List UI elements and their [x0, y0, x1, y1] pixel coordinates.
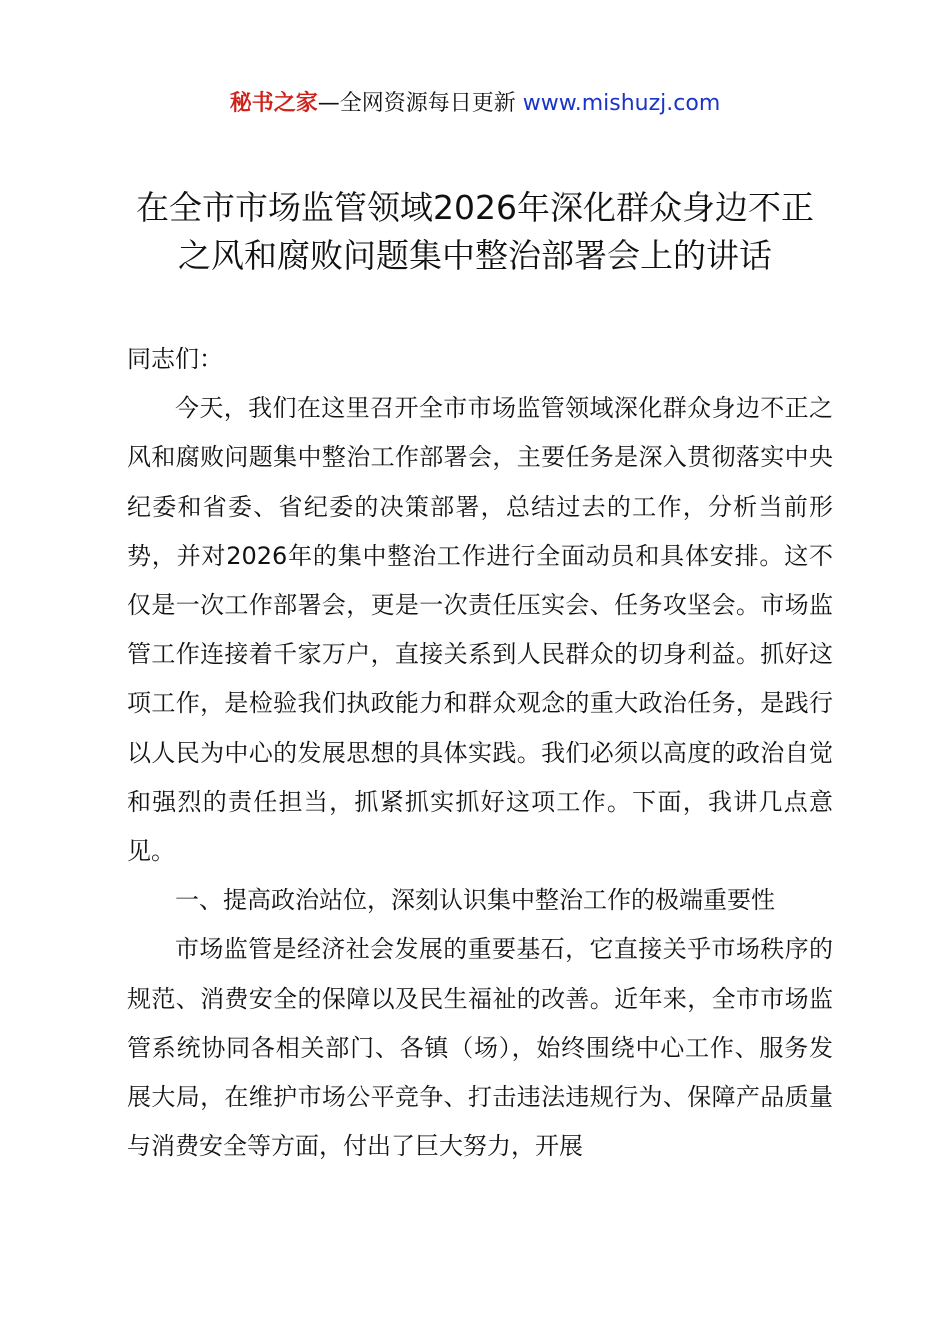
brand-name: 秘书之家 — [229, 91, 318, 116]
paragraph-section-1: 市场监管是经济社会发展的重要基石，它直接关乎市场秩序的规范、消费安全的保障以及民生福祉的改善。近年来，全市市场监管系统协同各相关部门、各镇（场），始终围绕中心工作、服务发展大局，在维护市场公平竞争、打击违法违规行为、保障产品质量与消费安全等方面，付出了巨大努力，开展 — [127, 935, 833, 1161]
section-heading-1: 一、提高政治站位，深刻认识集中整治工作的极端重要性 — [175, 886, 775, 915]
document-body — [127, 335, 833, 1171]
site-header — [0, 88, 950, 120]
header-slogan: —全网资源每日更新 — [317, 91, 523, 116]
salutation: 同志们： — [127, 345, 223, 373]
paragraph-intro: 今天，我们在这里召开全市市场监管领域深化群众身边不正之风和腐败问题集中整治工作部署会，主要任务是深入贯彻落实中央纪委和省委、省纪委的决策部署，总结过去的工作，分析当前形势，并对2026年的集中整治工作进行全面动员和具体安排。这不仅是一次工作部署会，更是一次责任压实会、任务攻坚会。市场监管工作连接着千家万户，直接关系到人民群众的切身利益。抓好这项工作，是检验我们执政能力和群众观念的重大政治任务，是践行以人民为中心的发展思想的具体实践。我们必须以高度的政治自觉和强烈的责任担当，抓紧抓实抓好这项工作。下面，我讲几点意见。 — [127, 394, 833, 866]
site-url-link[interactable]: www.mishuzj.com — [522, 91, 721, 116]
document-title: 在全市市场监管领域2026年深化群众身边不正之风和腐败问题集中整治部署会上的讲话 — [136, 188, 814, 275]
